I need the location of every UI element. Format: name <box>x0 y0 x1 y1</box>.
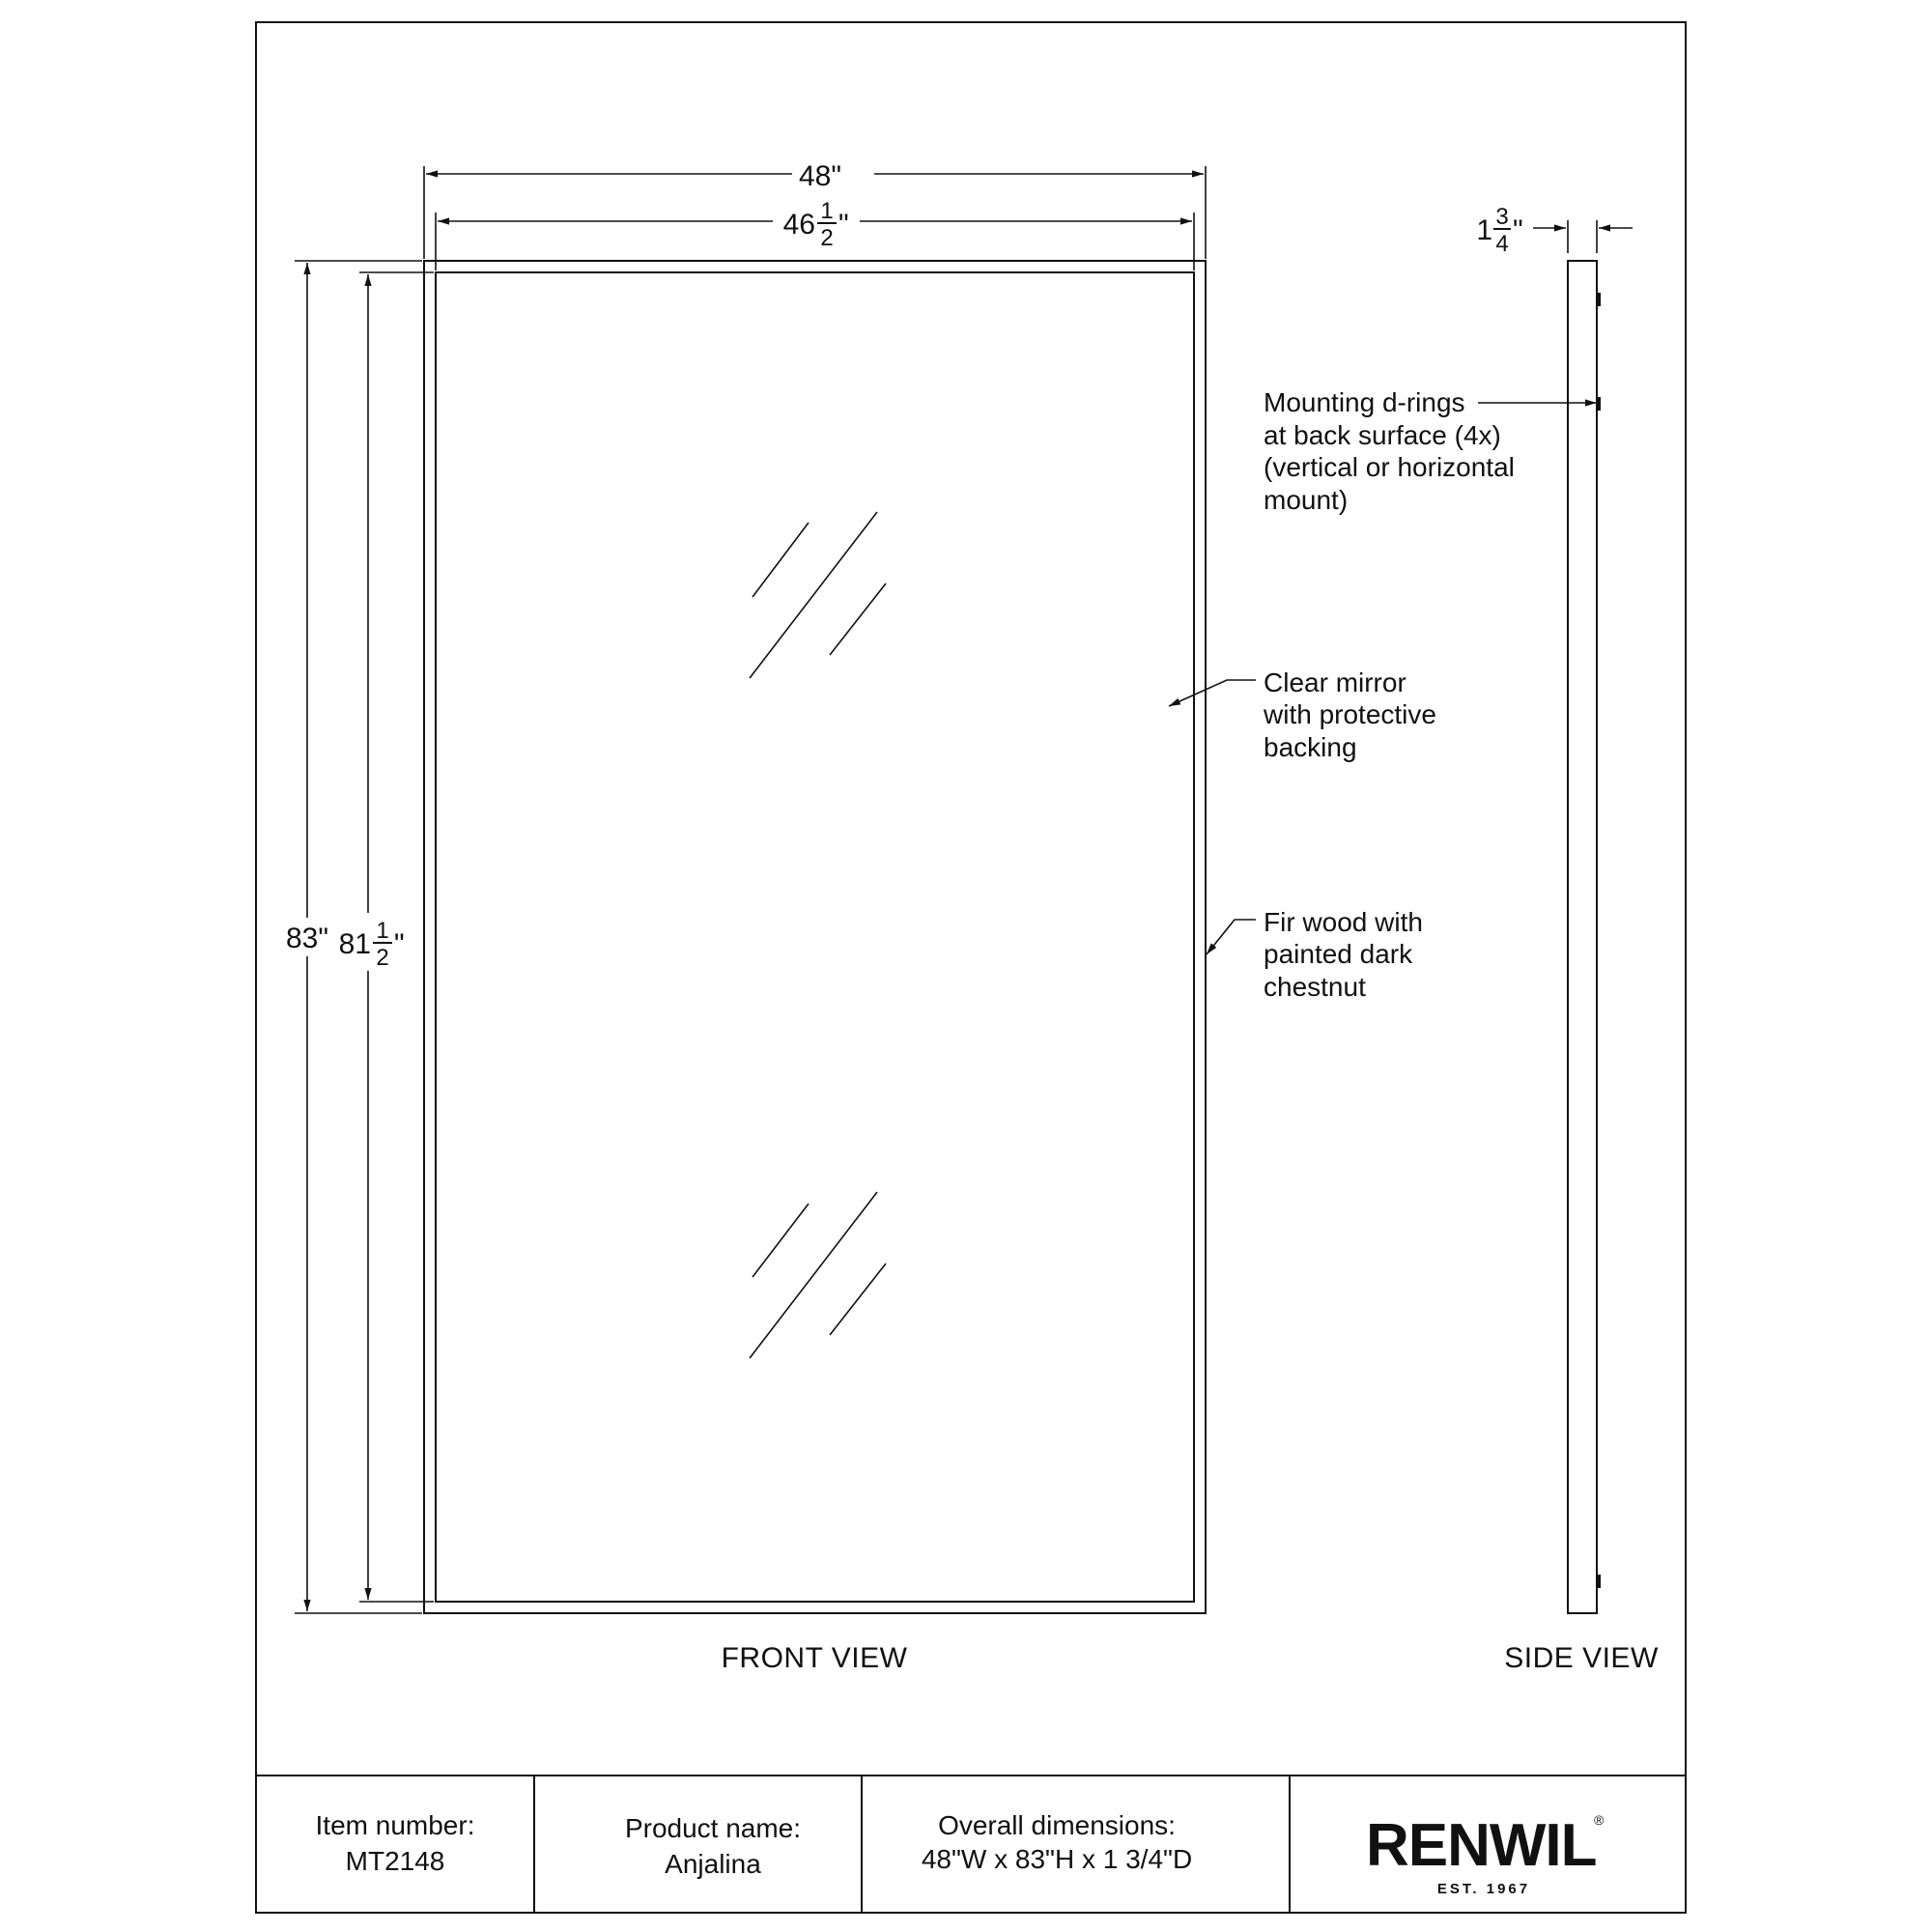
item-number-value: MT2148 <box>345 1846 445 1876</box>
overall-height-label: 83" <box>285 923 329 954</box>
side-profile <box>1568 261 1597 1613</box>
callout-frame-line-3: chestnut <box>1264 972 1366 1002</box>
inner-width-unit: " <box>838 209 849 241</box>
overall-dimensions-label: Overall dimensions: <box>938 1810 1176 1840</box>
callout-mounting-line-3: (vertical or horizontal <box>1264 452 1515 482</box>
inner-height-denominator: 2 <box>376 945 389 971</box>
callout-frame-line-1: Fir wood with <box>1264 907 1423 937</box>
callout-mounting-line-4: mount) <box>1264 485 1349 515</box>
item-number-label: Item number: <box>315 1810 475 1840</box>
logo-established: EST. 1967 <box>1436 1881 1531 1897</box>
product-name-label: Product name: <box>624 1813 802 1843</box>
reflection-marks-lower <box>750 1192 886 1358</box>
inner-width-denominator: 2 <box>820 225 834 251</box>
renwil-logo <box>1366 1812 1605 1897</box>
product-name-value: Anjalina <box>665 1849 761 1879</box>
dimension-inner-width <box>436 198 1194 270</box>
callout-frame-line-2: painted dark <box>1264 939 1413 969</box>
dimension-depth <box>1476 204 1633 257</box>
depth-numerator: 3 <box>1495 204 1509 230</box>
inner-height-unit: " <box>394 928 405 960</box>
callout-mounting <box>1264 387 1597 515</box>
sheet-border <box>256 22 1686 1913</box>
mirror-glass-inner <box>436 272 1194 1602</box>
front-view <box>286 160 1206 1674</box>
callout-mirror <box>1169 668 1436 762</box>
callout-mounting-line-1: Mounting d-rings <box>1264 387 1465 417</box>
callout-mirror-line-1: Clear mirror <box>1264 668 1406 697</box>
front-view-label: FRONT VIEW <box>721 1642 908 1674</box>
depth-denominator: 4 <box>1495 231 1509 257</box>
logo-wordmark: RENWIL <box>1366 1812 1597 1879</box>
side-view <box>1476 204 1659 1674</box>
logo-registered-mark: ® <box>1594 1812 1605 1828</box>
d-ring-top <box>1597 293 1601 306</box>
title-block <box>256 1776 1686 1913</box>
callout-frame <box>1207 907 1423 1002</box>
overall-dimensions-value: 48"W x 83"H x 1 3/4"D <box>921 1844 1193 1874</box>
callout-mounting-line-2: at back surface (4x) <box>1264 420 1501 450</box>
depth-whole: 1 <box>1476 214 1492 246</box>
callout-mirror-line-3: backing <box>1264 732 1357 762</box>
inner-height-whole: 81 <box>338 928 371 960</box>
reflection-marks-upper <box>750 512 886 678</box>
d-ring-middle <box>1597 397 1601 411</box>
callout-mirror-leader <box>1169 680 1256 706</box>
d-ring-bottom <box>1597 1575 1601 1588</box>
mirror-frame-outer <box>424 261 1206 1613</box>
overall-width-label: 48" <box>798 160 842 192</box>
dimension-inner-height <box>339 272 434 1602</box>
inner-width-whole: 46 <box>782 209 815 241</box>
inner-width-numerator: 1 <box>820 198 834 224</box>
callout-frame-leader <box>1207 920 1256 954</box>
depth-unit: " <box>1513 214 1523 246</box>
inner-height-numerator: 1 <box>376 918 389 944</box>
callout-mirror-line-2: with protective <box>1264 699 1436 729</box>
side-view-label: SIDE VIEW <box>1504 1642 1659 1674</box>
